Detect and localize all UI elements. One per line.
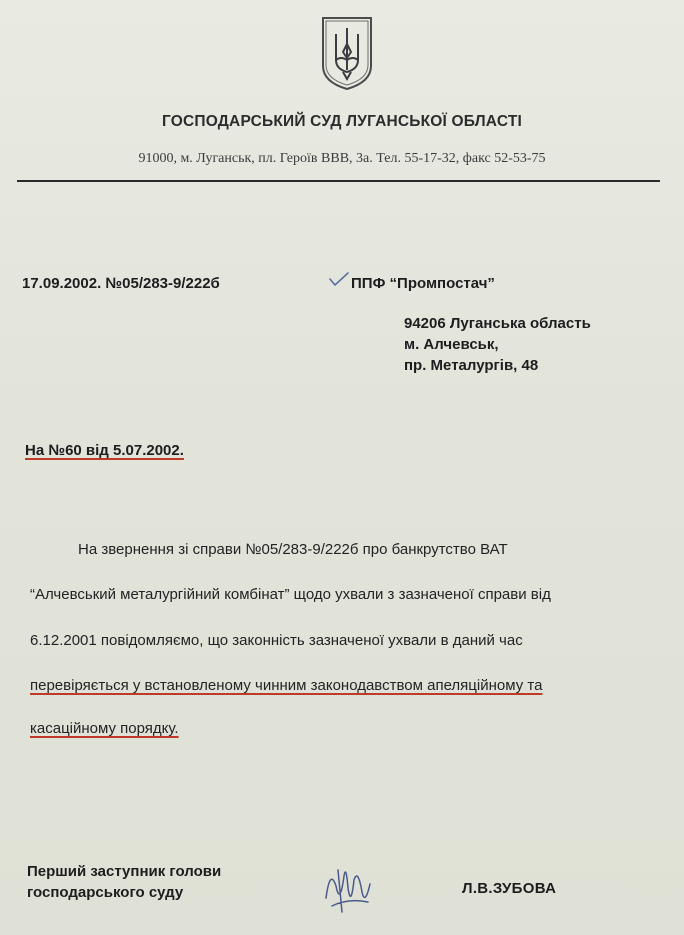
addressee-name: ППФ “Промпостач” [351,275,495,292]
reply-reference: На №60 від 5.07.2002. [25,442,184,459]
trident-emblem-icon [319,14,375,92]
addressee-address [404,313,591,376]
handwritten-signature-icon [318,858,378,916]
body-line: перевіряється у встановленому чинним законодавством апеляційному та [30,677,543,694]
court-name: ГОСПОДАРСЬКИЙ СУД ЛУГАНСЬКОЇ ОБЛАСТІ [161,113,522,130]
body-line: 6.12.2001 повідомляємо, що законність зазначеної ухвали в даний час [30,632,523,649]
position-line: Перший заступник голови [27,863,222,880]
address-line: пр. Металургів, 48 [404,357,539,374]
body-line: касаційному порядку. [30,720,179,737]
signatory-name: Л.В.ЗУБОВА [462,880,557,897]
signatory-position [27,861,221,903]
address-line: 94206 Луганська область [404,315,591,332]
body-line: “Алчевський металургійний комбінат” щодо ухвали з зазначеної справи від [30,586,551,603]
outgoing-reference: 17.09.2002. №05/283-9/222б [22,275,220,292]
header-divider [17,180,660,182]
body-line: На звернення зі справи №05/283-9/222б про банкрутство ВАТ [78,541,508,558]
court-address: 91000, м. Луганськ, пл. Героїв ВВВ, 3а. Тел. 55-17-32, факс 52-53-75 [138,151,546,166]
handwritten-check-icon [328,270,350,288]
address-line: м. Алчевськ, [404,336,499,353]
position-line: господарського суду [27,884,184,901]
